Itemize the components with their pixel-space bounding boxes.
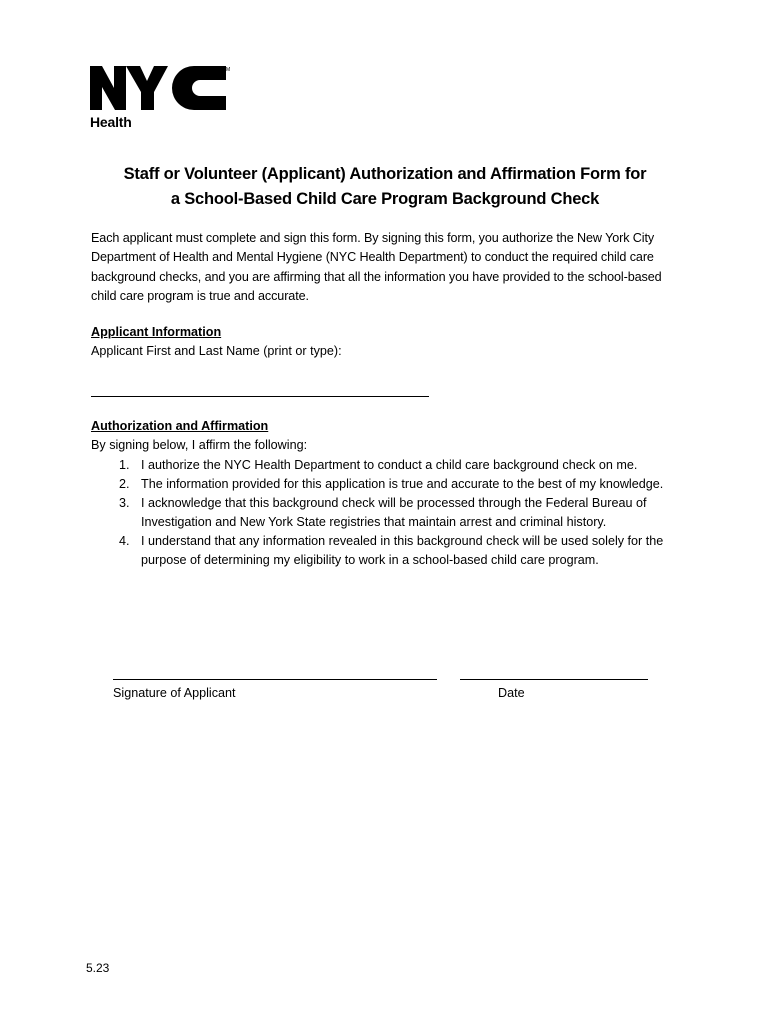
affirmation-lead: By signing below, I affirm the following: bbox=[91, 438, 308, 452]
nyc-health-logo bbox=[90, 64, 230, 130]
list-item bbox=[116, 532, 681, 570]
list-item-number: 1. bbox=[119, 458, 130, 472]
list-item-text: I acknowledge that this background check will be processed through the Federal Bureau of Investigation and New York State registries that maintain arrest and criminal history. bbox=[141, 496, 647, 529]
list-item-text: I authorize the NYC Health Department to conduct a child care background check on me. bbox=[141, 458, 638, 472]
list-item-number: 3. bbox=[119, 496, 130, 510]
logo-health-text: Health bbox=[90, 114, 132, 130]
list-item bbox=[116, 494, 681, 532]
form-title-line1: Staff or Volunteer (Applicant) Authorization and Affirmation Form for bbox=[123, 165, 647, 183]
svg-text:TM: TM bbox=[223, 67, 230, 73]
date-field[interactable] bbox=[460, 679, 648, 680]
list-item-text: I understand that any information revealed in this background check will be used solely for the purpose of determining my eligibility to work in a school-based child care program. bbox=[141, 534, 664, 567]
signature-label: Signature of Applicant bbox=[113, 686, 236, 700]
applicant-info-heading: Applicant Information bbox=[91, 325, 222, 339]
form-version: 5.23 bbox=[86, 961, 110, 975]
form-title bbox=[60, 162, 710, 212]
list-item-number: 2. bbox=[119, 477, 130, 491]
date-label: Date bbox=[498, 686, 525, 700]
intro-paragraph: Each applicant must complete and sign this form. By signing this form, you authorize the New York City Department of Health and Mental Hygiene (NYC Health Department) to conduct the required child care background checks, and you are affirming that all the information you have provided to the school-based child care program is true and accurate. bbox=[91, 231, 662, 303]
list-item bbox=[116, 456, 681, 475]
nyc-wordmark-icon bbox=[90, 64, 230, 112]
list-item-number: 4. bbox=[119, 534, 130, 548]
applicant-name-label: Applicant First and Last Name (print or type): bbox=[91, 344, 342, 358]
signature-field[interactable] bbox=[113, 679, 437, 680]
applicant-name-field[interactable] bbox=[91, 396, 429, 397]
form-title-line2: a School-Based Child Care Program Background Check bbox=[170, 190, 600, 208]
affirmation-heading: Authorization and Affirmation bbox=[91, 419, 269, 433]
list-item bbox=[116, 475, 681, 494]
list-item-text: The information provided for this application is true and accurate to the best of my knowledge. bbox=[141, 477, 664, 491]
affirmation-list bbox=[116, 456, 681, 570]
